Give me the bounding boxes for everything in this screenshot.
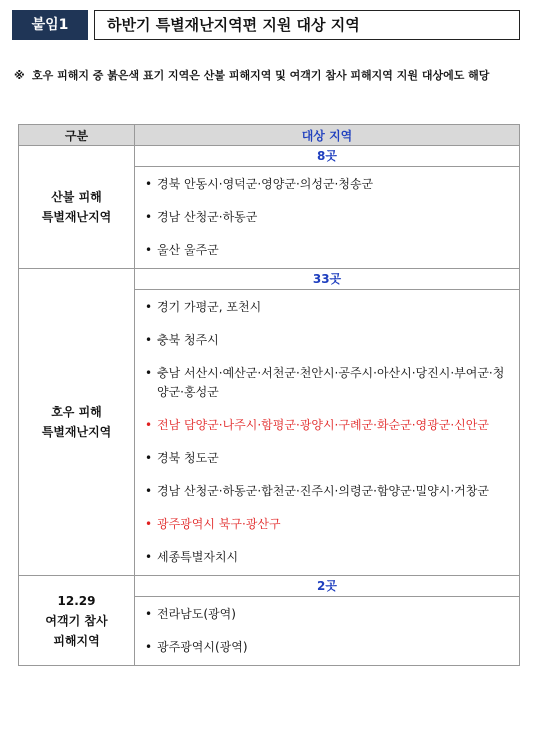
count-label: 33곳	[135, 269, 519, 290]
category-line: 특별재난지역	[41, 210, 112, 224]
area-text: 경북 청도군	[157, 451, 219, 465]
area-text: 경남 산청군·하동군·합천군·진주시·의령군·함양군·밀양시·거창군	[157, 484, 489, 498]
header-category: 구분	[19, 125, 135, 146]
list-item	[145, 449, 515, 468]
bullet: •	[145, 451, 153, 465]
area-text: 광주광역시(광역)	[157, 640, 248, 654]
area-text: 전남 담양군·나주시·함평군·광양시·구례군·화순군·영광군·신안군	[157, 418, 489, 432]
category-line: 산불 피해	[51, 190, 102, 204]
bullet: •	[145, 366, 153, 380]
bullet: •	[145, 550, 153, 564]
count-label: 2곳	[135, 576, 519, 597]
list-item	[145, 638, 515, 657]
area-text: 충북 청주시	[157, 333, 219, 347]
area-cell	[135, 576, 520, 666]
document-title: 하반기 특별재난지역편 지원 대상 지역	[94, 10, 520, 40]
area-text: 경남 산청군·하동군	[157, 210, 258, 224]
note-text: 호우 피해지 중 붉은색 표기 지역은 산불 피해지역 및 여객기 참사 피해지역 지원 대상에도 해당	[32, 69, 490, 82]
area-text: 경기 가평군, 포천시	[157, 300, 262, 314]
bullet: •	[145, 243, 153, 257]
bullet: •	[145, 484, 153, 498]
list-item	[145, 208, 515, 227]
category-cell	[19, 576, 135, 666]
list-item	[145, 605, 515, 624]
area-text: 충남 서산시·예산군·서천군·천안시·공주시·아산시·당진시·부여군·청양군·홍성군	[157, 366, 505, 399]
table-row	[19, 576, 520, 666]
category-line: 여객기 참사	[45, 613, 108, 628]
area-cell	[135, 269, 520, 576]
category-cell	[19, 146, 135, 269]
list-item	[145, 241, 515, 260]
category-line: 특별재난지역	[41, 425, 112, 439]
list-item	[145, 364, 515, 402]
bullet: •	[145, 607, 153, 621]
category-line: 피해지역	[53, 633, 100, 648]
document-header	[12, 10, 520, 40]
list-item	[145, 548, 515, 567]
area-text: 세종특별자치시	[157, 550, 239, 564]
list-item	[145, 175, 515, 194]
table-header-row	[19, 125, 520, 146]
area-text: 광주광역시 북구·광산구	[157, 517, 281, 531]
area-list	[135, 290, 519, 575]
area-cell	[135, 146, 520, 269]
area-text: 울산 울주군	[157, 243, 219, 257]
category-line: 호우 피해	[51, 405, 102, 419]
bullet: •	[145, 210, 153, 224]
note-mark: ※	[14, 69, 25, 82]
area-text: 경북 안동시·영덕군·영양군·의성군·청송군	[157, 177, 374, 191]
count-label: 8곳	[135, 146, 519, 167]
bullet: •	[145, 517, 153, 531]
attachment-tag: 붙임1	[12, 10, 88, 40]
bullet: •	[145, 300, 153, 314]
area-list	[135, 167, 519, 268]
list-item	[145, 416, 515, 435]
area-list	[135, 597, 519, 665]
list-item	[145, 482, 515, 501]
area-text: 전라남도(광역)	[157, 607, 236, 621]
bullet: •	[145, 640, 153, 654]
list-item	[145, 298, 515, 317]
bullet: •	[145, 418, 153, 432]
list-item	[145, 331, 515, 350]
bullet: •	[145, 333, 153, 347]
category-cell	[19, 269, 135, 576]
list-item	[145, 515, 515, 534]
category-line: 12.29	[57, 593, 96, 608]
table-row	[19, 269, 520, 576]
header-target-area: 대상 지역	[135, 125, 520, 146]
bullet: •	[145, 177, 153, 191]
table-row	[19, 146, 520, 269]
target-area-table	[18, 124, 520, 666]
